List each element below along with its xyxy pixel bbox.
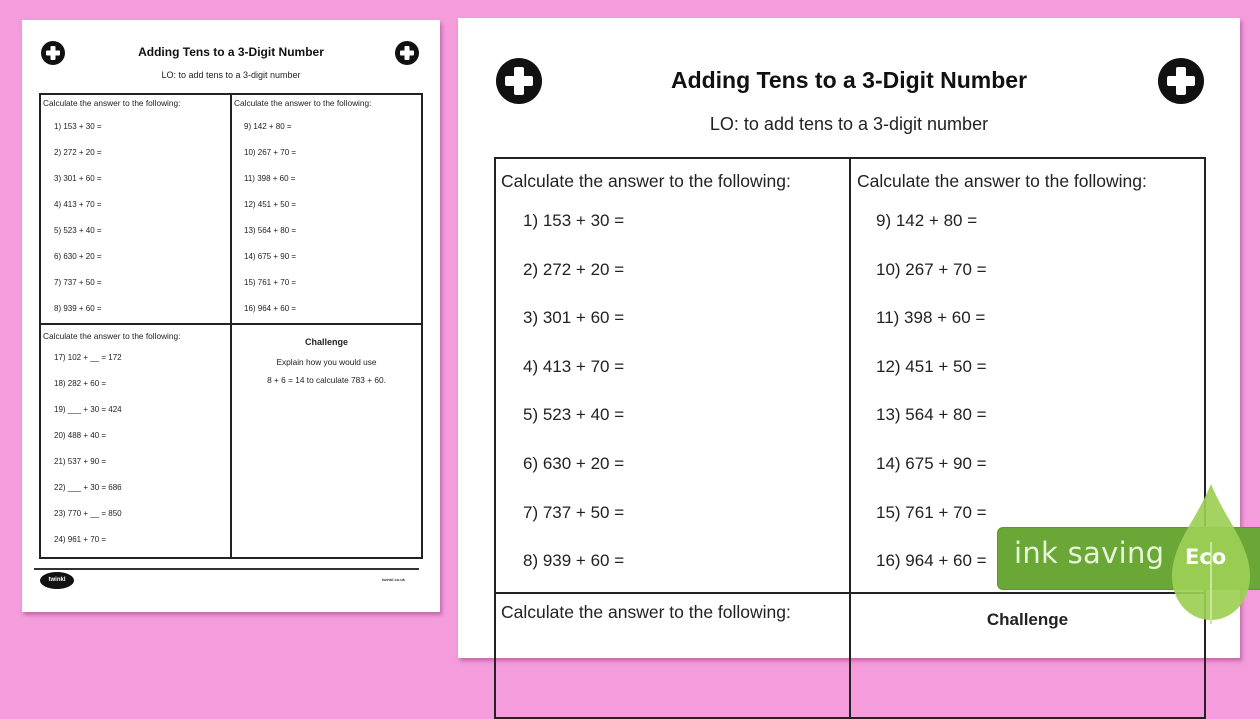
question: 11) 398 + 60 = <box>244 174 296 183</box>
section-heading: Calculate the answer to the following: <box>857 171 1147 191</box>
section-3 <box>40 324 231 558</box>
section-3 <box>495 593 850 718</box>
question: 12) 451 + 50 = <box>244 200 297 209</box>
question: 13) 564 + 80 = <box>876 405 987 424</box>
question: 9) 142 + 80 = <box>244 122 292 131</box>
question: 2) 272 + 20 = <box>54 148 102 157</box>
question: 7) 737 + 50 = <box>523 503 625 522</box>
eco-label: Eco <box>1185 545 1227 569</box>
question: 16) 964 + 60 = <box>244 304 297 313</box>
ink-saving-label: ink saving <box>1014 536 1165 570</box>
section-heading: Calculate the answer to the following: <box>43 98 181 108</box>
worksheet-title: Adding Tens to a 3-Digit Number <box>670 67 1028 93</box>
question: 4) 413 + 70 = <box>523 357 625 376</box>
question: 21) 537 + 90 = <box>54 457 107 466</box>
question: 8) 939 + 60 = <box>523 551 625 570</box>
question-grid <box>494 157 1206 719</box>
question: 5) 523 + 40 = <box>54 226 102 235</box>
question: 24) 961 + 70 = <box>54 535 107 544</box>
question: 11) 398 + 60 = <box>876 308 986 327</box>
section-1 <box>495 158 850 593</box>
challenge-section <box>231 324 422 558</box>
challenge-text-line2: 8 + 6 = 14 to calculate 783 + 60. <box>267 375 386 385</box>
question: 9) 142 + 80 = <box>876 211 978 230</box>
question: 19) ___ + 30 = 424 <box>54 405 122 414</box>
challenge-title: Challenge <box>986 610 1069 629</box>
question-grid <box>39 93 423 559</box>
challenge-section <box>850 593 1205 718</box>
question: 4) 413 + 70 = <box>54 200 102 209</box>
question: 7) 737 + 50 = <box>54 278 102 287</box>
question: 3) 301 + 60 = <box>523 308 625 327</box>
question: 10) 267 + 70 = <box>876 260 987 279</box>
learning-objective: LO: to add tens to a 3-digit number <box>709 114 989 134</box>
question: 1) 153 + 30 = <box>523 211 625 230</box>
section-heading: Calculate the answer to the following: <box>501 171 791 191</box>
footer-divider <box>34 568 419 570</box>
question: 20) 488 + 40 = <box>54 431 107 440</box>
worksheet-thumbnail-page <box>22 20 440 612</box>
question: 1) 153 + 30 = <box>54 122 102 131</box>
section-heading: Calculate the answer to the following: <box>43 331 181 341</box>
section-heading: Calculate the answer to the following: <box>234 98 372 108</box>
question: 14) 675 + 90 = <box>244 252 297 261</box>
section-heading: Calculate the answer to the following: <box>501 602 791 622</box>
question: 15) 761 + 70 = <box>876 503 987 522</box>
footer-url: twinkl.co.uk <box>382 577 405 582</box>
worksheet-title: Adding Tens to a 3-Digit Number <box>138 45 324 59</box>
section-2 <box>231 94 422 324</box>
challenge-text-line1: Explain how you would use <box>276 357 377 367</box>
question: 3) 301 + 60 = <box>54 174 102 183</box>
question: 12) 451 + 50 = <box>876 357 987 376</box>
question: 8) 939 + 60 = <box>54 304 102 313</box>
section-1 <box>40 94 231 324</box>
twinkl-logo: twinkl <box>40 572 74 589</box>
question: 2) 272 + 20 = <box>523 260 625 279</box>
question: 15) 761 + 70 = <box>244 278 297 287</box>
question: 22) ___ + 30 = 686 <box>54 483 122 492</box>
challenge-title: Challenge <box>304 337 348 347</box>
question: 23) 770 + __ = 850 <box>54 509 122 518</box>
question: 13) 564 + 80 = <box>244 226 297 235</box>
question: 5) 523 + 40 = <box>523 405 625 424</box>
question: 6) 630 + 20 = <box>54 252 102 261</box>
learning-objective: LO: to add tens to a 3-digit number <box>161 70 301 80</box>
question: 6) 630 + 20 = <box>523 454 625 473</box>
question: 16) 964 + 60 = <box>876 551 987 570</box>
question: 17) 102 + __ = 172 <box>54 353 122 362</box>
question: 14) 675 + 90 = <box>876 454 987 473</box>
question: 18) 282 + 60 = <box>54 379 107 388</box>
question: 10) 267 + 70 = <box>244 148 297 157</box>
